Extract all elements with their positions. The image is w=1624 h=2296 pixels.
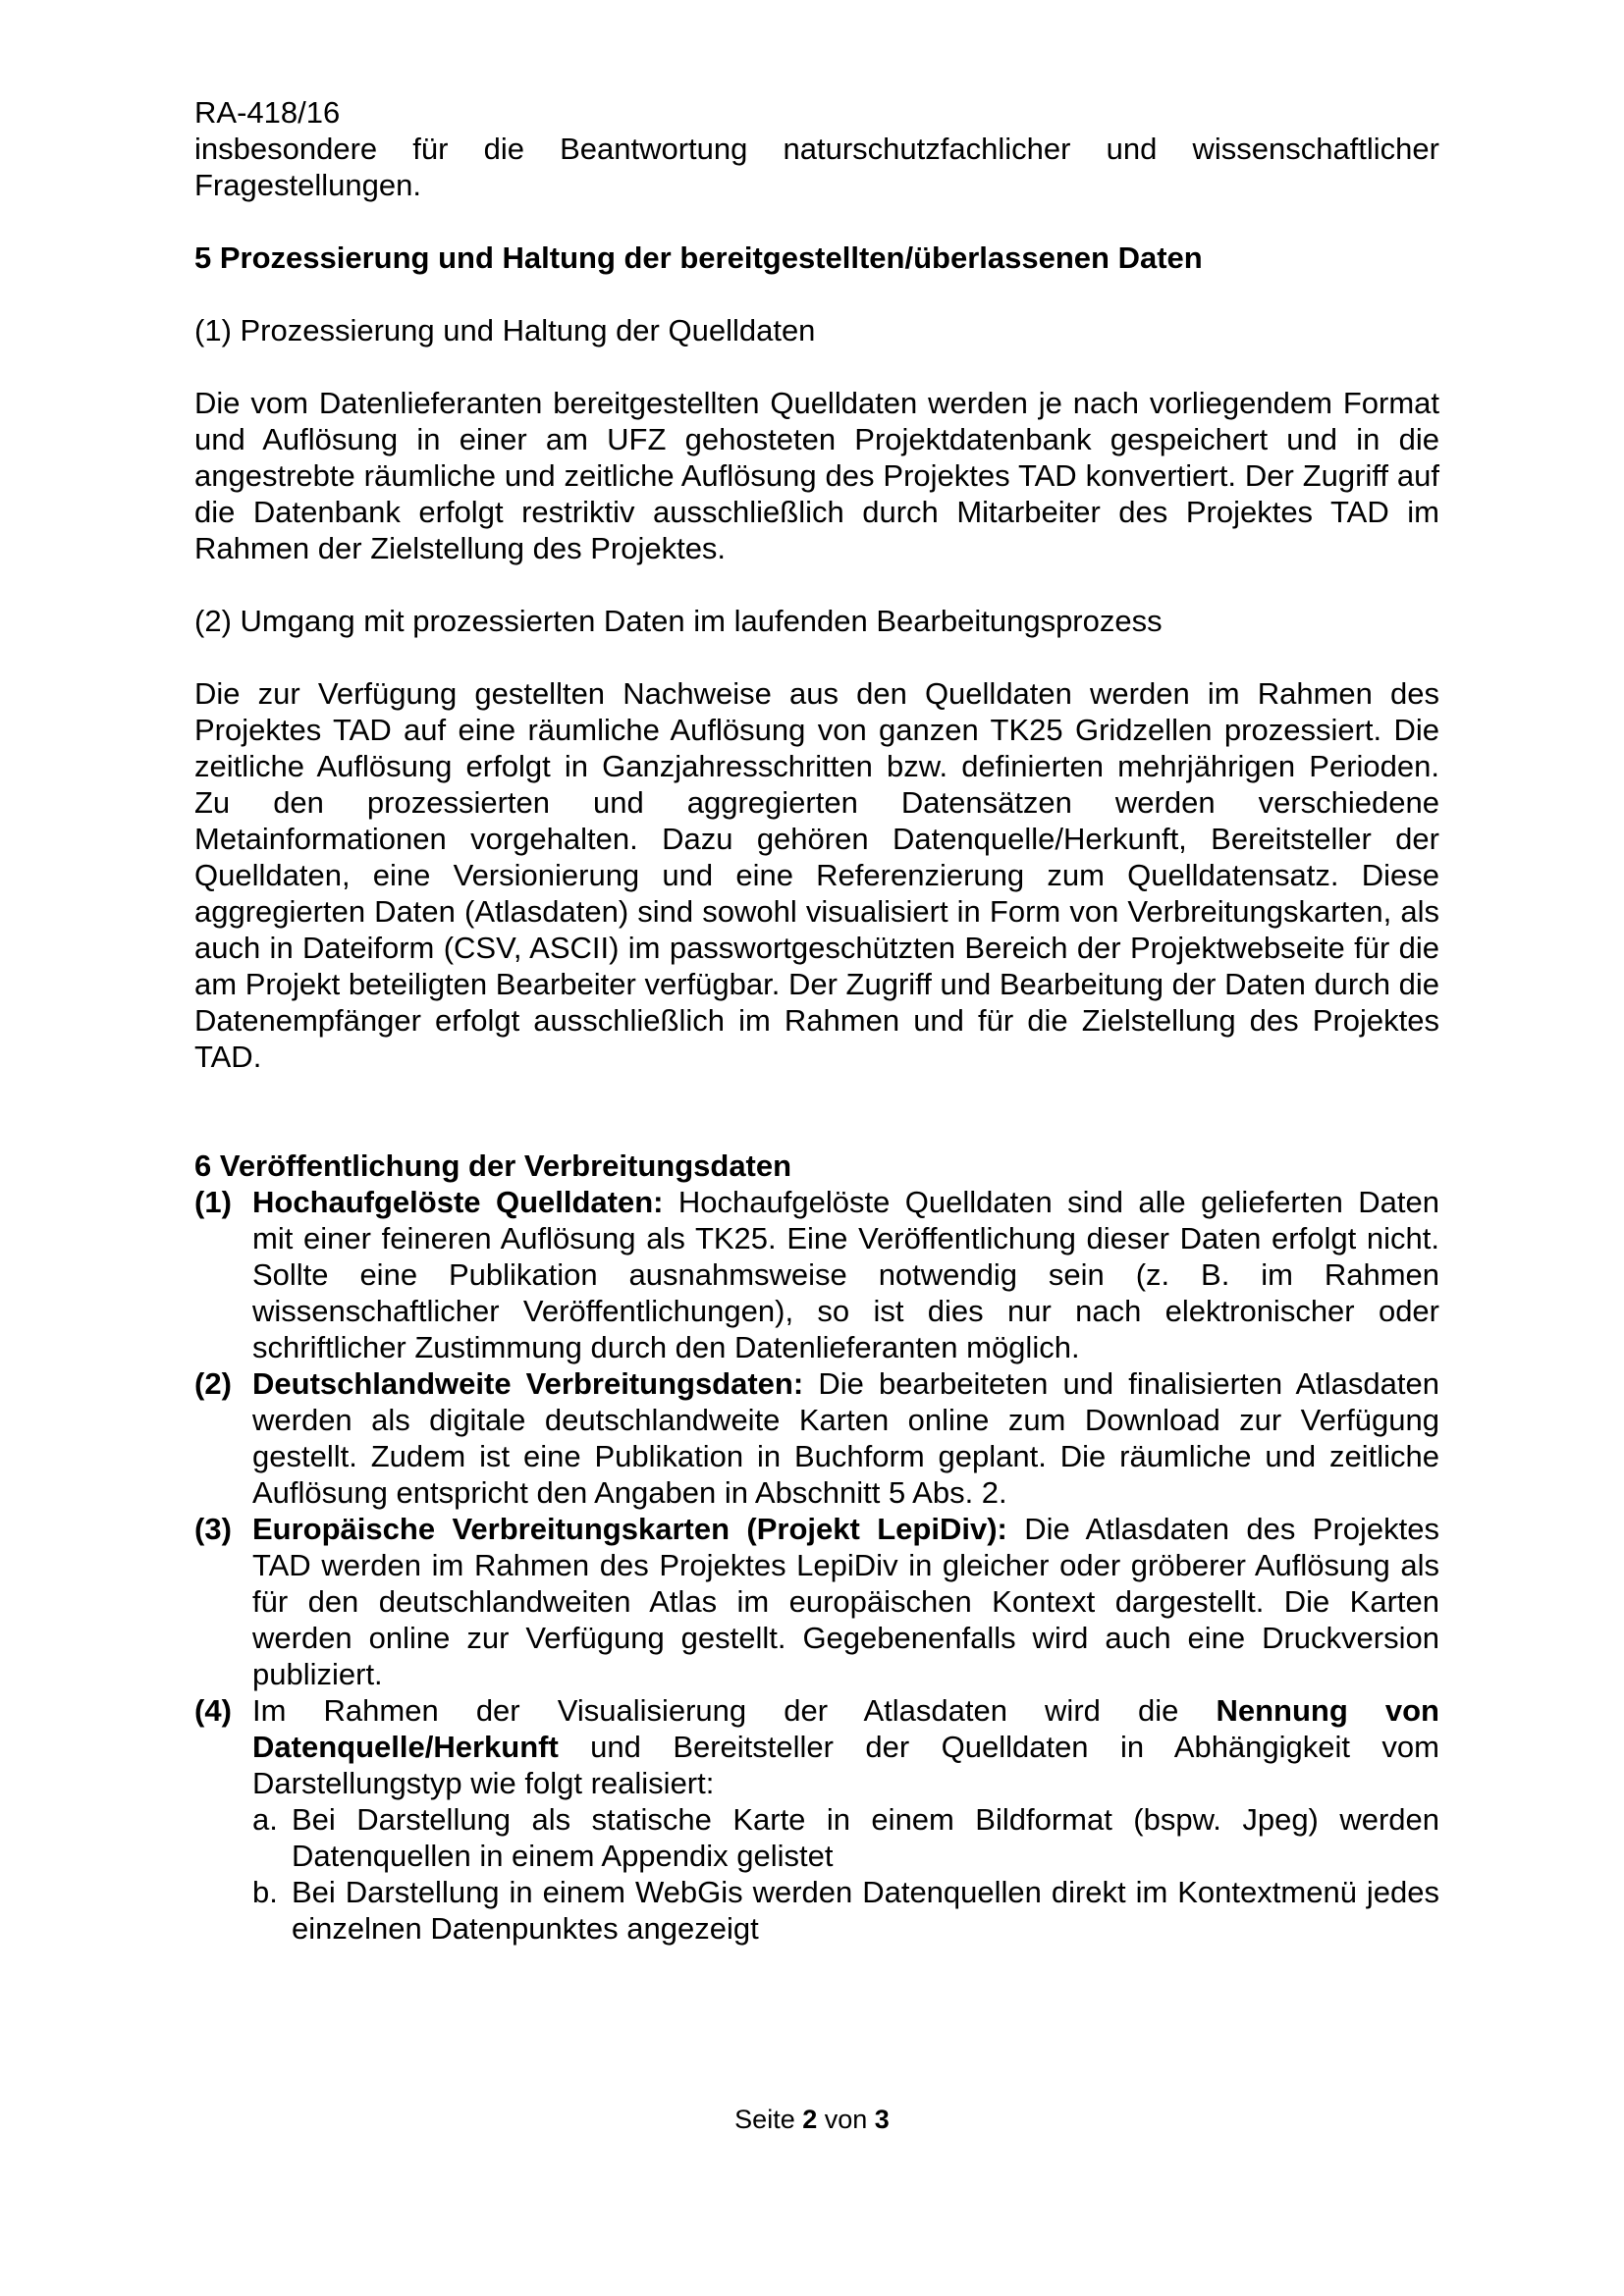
- sub-list-item: [194, 1801, 1439, 1874]
- section-5-sub1-title: (1) Prozessierung und Haltung der Quelldaten: [194, 313, 816, 347]
- list-item: [194, 1184, 1439, 1365]
- intro-paragraph: insbesondere für die Beantwortung naturschutzfachlicher und wissenschaftlicher Fragestellungen.: [194, 132, 1439, 202]
- sub-list-item: [194, 1874, 1439, 1947]
- list-item: [194, 1511, 1439, 1692]
- list-item-body-start: Im Rahmen der Visualisierung der Atlasdaten wird die: [252, 1693, 1217, 1728]
- list-item-body-end: und Bereitsteller der Quelldaten in Abhängigkeit vom Darstellungstyp wie folgt realisiert:: [252, 1730, 1439, 1800]
- list-item-number: (3): [194, 1512, 232, 1546]
- list-item-text: [252, 1184, 1439, 1365]
- sub-list-item-text: Bei Darstellung in einem WebGis werden Datenquellen direkt im Kontextmenü jedes einzelnen Datenpunktes angezeigt: [292, 1875, 1439, 1946]
- sub-list-item-letter: b.: [252, 1875, 278, 1909]
- list-item-emphasis: Nennung von Datenquelle/Herkunft: [252, 1693, 1439, 1764]
- sub-list-item-letter: a.: [252, 1802, 278, 1837]
- page-content: [194, 94, 1439, 1947]
- list-item-term: Hochaufgelöste Quelldaten:: [252, 1185, 664, 1219]
- sub-list-item-text: Bei Darstellung als statische Karte in einem Bildformat (bspw. Jpeg) werden Datenquellen in einem Appendix gelistet: [292, 1802, 1439, 1873]
- section-5-sub1-text: Die vom Datenlieferanten bereitgestellten Quelldaten werden je nach vorliegendem Format und Auflösung in einer am UFZ gehosteten Projektdatenbank gespeichert und in die angestrebte räumliche und zeitliche Auflösung des Projektes TAD konvertiert. Der Zugriff auf die Datenbank erfolgt restriktiv ausschließlich durch Mitarbeiter des Projektes TAD im Rahmen der Zielstellung des Projektes.: [194, 386, 1439, 565]
- section-6-heading: 6 Veröffentlichung der Verbreitungsdaten: [194, 1148, 792, 1183]
- footer-middle: von: [817, 2105, 875, 2134]
- list-item-term: Europäische Verbreitungskarten (Projekt LepiDiv):: [252, 1512, 1007, 1546]
- section-5-heading: 5 Prozessierung und Haltung der bereitgestellten/überlassenen Daten: [194, 240, 1203, 275]
- footer-page-number: 2: [802, 2105, 818, 2134]
- list-item: [194, 1692, 1439, 1801]
- section-5-sub2-text: Die zur Verfügung gestellten Nachweise aus den Quelldaten werden im Rahmen des Projektes TAD auf eine räumliche Auflösung von ganzen TK25 Gridzellen prozessiert. Die zeitliche Auflösung erfolgt in Ganzjahresschritten bzw. definierten mehrjährigen Perioden. Zu den prozessierten und aggregierten Datensätzen werden verschiedene Metainformationen vorgehalten. Dazu gehören Datenquelle/Herkunft, Bereitsteller der Quelldaten, eine Versionierung und eine Referenzierung zum Quelldatensatz. Diese aggregierten Daten (Atlasdaten) sind sowohl visualisiert in Form von Verbreitungskarten, als auch in Dateiform (CSV, ASCII) im passwortgeschützten Bereich der Projektwebseite für die am Projekt beteiligten Bearbeiter verfügbar. Der Zugriff und Bearbeitung der Daten durch die Datenempfänger erfolgt ausschließlich im Rahmen und für die Zielstellung des Projektes TAD.: [194, 676, 1439, 1074]
- list-item: [194, 1365, 1439, 1511]
- footer-prefix: Seite: [734, 2105, 803, 2134]
- list-item-number: (2): [194, 1366, 232, 1401]
- list-item-text: [252, 1365, 1439, 1511]
- document-id: RA-418/16: [194, 95, 341, 130]
- list-item-number: (4): [194, 1693, 232, 1728]
- footer-page-total: 3: [874, 2105, 890, 2134]
- list-item-body: Die bearbeiteten und finalisierten Atlasdaten werden als digitale deutschlandweite Karten online zum Download zur Verfügung gestellt. Zudem ist eine Publikation in Buchform geplant. Die räumliche und zeitliche Auflösung entspricht den Angaben in Abschnitt 5 Abs. 2.: [252, 1366, 1439, 1510]
- list-item-body: Hochaufgelöste Quelldaten sind alle gelieferten Daten mit einer feineren Auflösung als TK25. Eine Veröffentlichung dieser Daten erfolgt nicht. Sollte eine Publikation ausnahmsweise notwendig sein (z. B. im Rahmen wissenschaftlicher Veröffentlichungen), so ist dies nur nach elektronischer oder schriftlicher Zustimmung durch den Datenlieferanten möglich.: [252, 1185, 1439, 1364]
- list-item-text: [252, 1692, 1439, 1801]
- page-footer: [0, 2104, 1624, 2135]
- list-item-body: Die Atlasdaten des Projektes TAD werden im Rahmen des Projektes LepiDiv in gleicher oder gröberer Auflösung als für den deutschlandweiten Atlas im europäischen Kontext dargestellt. Die Karten werden online zur Verfügung gestellt. Gegebenenfalls wird auch eine Druckversion publiziert.: [252, 1512, 1439, 1691]
- list-item-text: [252, 1511, 1439, 1692]
- section-5-sub2-title: (2) Umgang mit prozessierten Daten im laufenden Bearbeitungsprozess: [194, 604, 1163, 638]
- list-item-term: Deutschlandweite Verbreitungsdaten:: [252, 1366, 804, 1401]
- list-item-number: (1): [194, 1185, 232, 1219]
